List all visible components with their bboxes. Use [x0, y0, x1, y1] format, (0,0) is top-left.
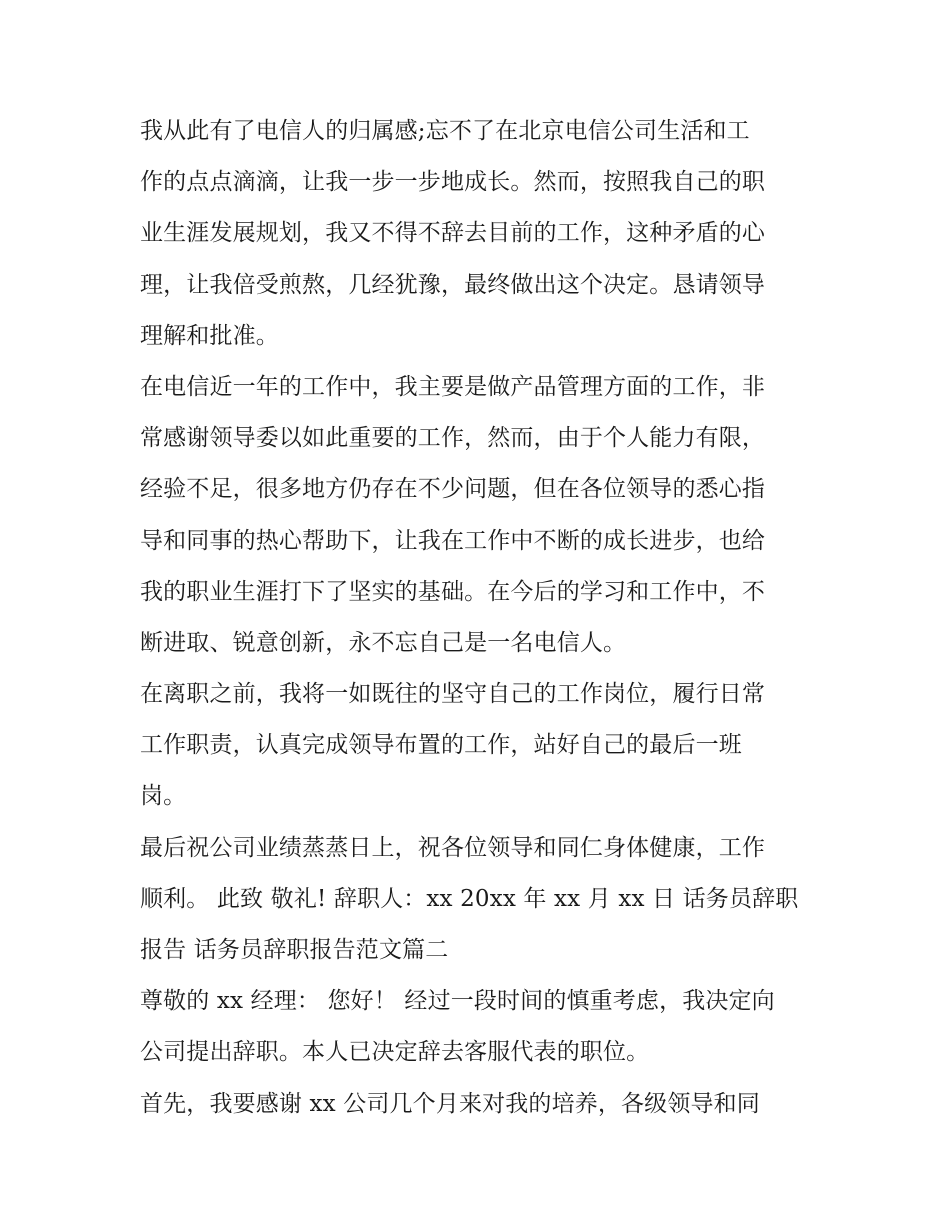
- paragraph-2: [140, 362, 816, 669]
- text-line: 理解和批准。: [140, 322, 279, 349]
- text-line: 岗。: [140, 783, 187, 810]
- text-line: 在离职之前，我将一如既往的坚守自己的工作岗位，履行日常: [140, 681, 766, 708]
- text-line: 首先，我要感谢 xx 公司几个月来对我的培养，各级领导和同: [140, 1090, 760, 1117]
- paragraph-5: [140, 976, 816, 1078]
- text-line: 作的点点滴滴，让我一步一步地成长。然而，按照我自己的职: [140, 169, 766, 196]
- document-body: [140, 106, 816, 1130]
- text-line: 我从此有了电信人的归属感;忘不了在北京电信公司生活和工: [140, 118, 750, 144]
- text-line: 我的职业生涯打下了坚实的基础。在今后的学习和工作中，不: [140, 578, 766, 605]
- paragraph-3: [140, 669, 816, 823]
- paragraph-1: [140, 106, 816, 362]
- text-line: 导和同事的热心帮助下，让我在工作中不断的成长进步，也给: [140, 527, 766, 554]
- text-line: 报告 话务员辞职报告范文篇二: [140, 937, 449, 963]
- text-line: 工作职责，认真完成领导布置的工作，站好自己的最后一班: [140, 732, 742, 759]
- text-line: 在电信近一年的工作中，我主要是做产品管理方面的工作，非: [140, 373, 766, 400]
- text-line: 最后祝公司业绩蒸蒸日上，祝各位领导和同仁身体健康，工作: [140, 834, 766, 861]
- text-line: 顺利。 此致 敬礼! 辞职人：xx 20xx 年 xx 月 xx 日 话务员辞职: [140, 885, 799, 912]
- paragraph-6: [140, 1079, 816, 1130]
- text-line: 尊敬的 xx 经理： 您好！ 经过一段时间的慎重考虑，我决定向: [140, 988, 775, 1015]
- text-line: 公司提出辞职。本人已决定辞去客服代表的职位。: [140, 1039, 650, 1066]
- text-line: 业生涯发展规划，我又不得不辞去目前的工作，这种矛盾的心: [140, 220, 766, 247]
- text-line: 常感谢领导委以如此重要的工作，然而，由于个人能力有限，: [140, 425, 766, 452]
- text-line: 理，让我倍受煎熬，几经犹豫，最终做出这个决定。恳请领导: [140, 271, 766, 298]
- paragraph-4: [140, 823, 816, 977]
- text-line: 断进取、锐意创新，永不忘自己是一名电信人。: [140, 629, 627, 656]
- text-line: 经验不足，很多地方仍存在不少问题，但在各位领导的悉心指: [140, 476, 766, 503]
